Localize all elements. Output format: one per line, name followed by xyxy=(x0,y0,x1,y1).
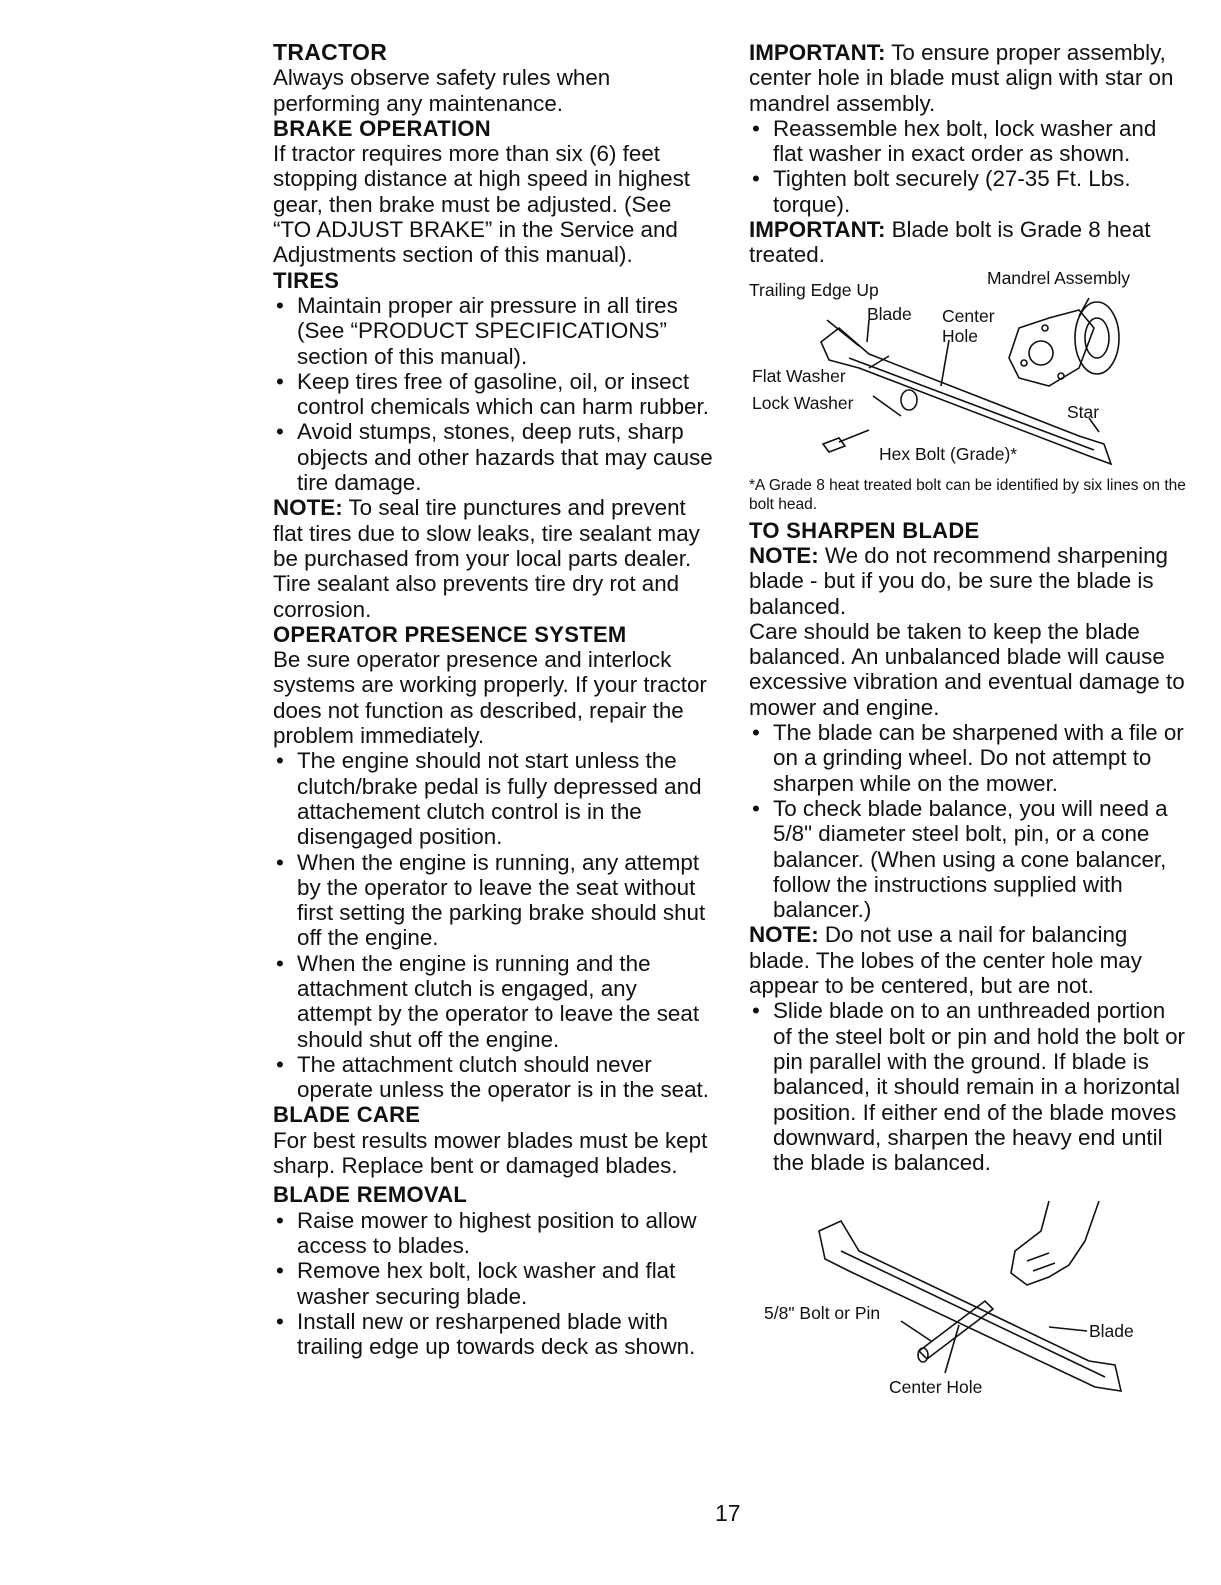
important-label: IMPORTANT: xyxy=(749,40,886,65)
page-number: 17 xyxy=(715,1500,741,1526)
important-label: IMPORTANT: xyxy=(749,217,886,243)
brake-text: If tractor requires more than six (6) feet stopping distance at high speed in highest gear, then brake must be adjusted. (See “TO ADJUST BRAKE” in the Service and Adjustments section of this manual). xyxy=(273,141,691,268)
list-item: • When the engine is running and the attachment clutch is engaged, any attempt by the operator to leave the seat should shut off the engine. xyxy=(273,951,713,1052)
blade-edge-line xyxy=(849,358,1094,450)
note-label: NOTE: xyxy=(749,542,819,568)
hex-bolt-shape xyxy=(823,430,869,452)
important-text: To ensure proper assembly, center hole in blade must align with star on mandrel assembly. xyxy=(749,40,1174,116)
balancing-figure xyxy=(749,1181,1189,1411)
note-label: NOTE: xyxy=(749,922,819,948)
grade-footnote: *A Grade 8 heat treated bolt can be identified by six lines on the bolt head. xyxy=(749,476,1186,513)
label-blade: Blade xyxy=(867,303,912,324)
tires-heading: TIRES xyxy=(273,267,340,293)
care-text: Care should be taken to keep the blade balanced. An unbalanced blade will cause excessive vibration and eventual damage to mower and engine. xyxy=(749,618,1185,720)
mandrel-pulley-inner xyxy=(1085,318,1109,358)
label-bolt-or-pin: 5/8" Bolt or Pin xyxy=(764,1303,881,1324)
blade-care-heading: BLADE CARE xyxy=(273,1102,421,1128)
sharpen-note xyxy=(749,543,1189,619)
nail-note xyxy=(749,922,1189,998)
list-item: • The blade can be sharpened with a file or on a grinding wheel. Do not attempt to sharpen while on the mower. xyxy=(749,720,1189,796)
label-mandrel-assembly: Mandrel Assembly xyxy=(987,267,1130,288)
list-item: • The engine should not start unless the clutch/brake pedal is fully depressed and attachement clutch control is in the disengaged position. xyxy=(273,748,713,849)
brake-heading: BRAKE OPERATION xyxy=(273,115,491,141)
assembly-list xyxy=(749,116,1189,217)
tractor-text: Always observe safety rules when performing any maintenance. xyxy=(273,65,611,116)
blade-removal-heading: BLADE REMOVAL xyxy=(273,1182,468,1208)
blade-care-text: For best results mower blades must be kept sharp. Replace bent or damaged blades. xyxy=(273,1127,708,1179)
tires-note xyxy=(273,495,713,621)
mandrel-hub xyxy=(1029,341,1053,365)
label-trailing-edge-up: Trailing Edge Up xyxy=(749,279,879,300)
important-1 xyxy=(749,40,1189,116)
label-flat-washer: Flat Washer xyxy=(752,365,846,386)
note-text: We do not recommend sharpening blade - but if you do, be sure the blade is balanced. xyxy=(749,542,1168,619)
label-center-hole: Center Hole xyxy=(889,1377,983,1398)
list-item: • The attachment clutch should never operate unless the operator is in the seat. xyxy=(273,1052,713,1103)
list-item: • Remove hex bolt, lock washer and flat washer securing blade. xyxy=(273,1258,713,1309)
list-item: • Slide blade on to an unthreaded portion of the steel bolt or pin and hold the bolt or pin parallel with the ground. If blade is balanced, it should remain in a horizontal position. If either end of the blade moves downward, sharpen the heavy end until the blade is balanced. xyxy=(749,998,1189,1175)
ops-list xyxy=(273,748,713,1102)
ops-text: Be sure operator presence and interlock systems are working properly. If your tractor does not function as described, repair the problem immediately. xyxy=(273,647,707,749)
label-hole: Hole xyxy=(942,325,978,346)
list-item: • Install new or resharpened blade with trailing edge up towards deck as shown. xyxy=(273,1309,713,1360)
note-label: NOTE: xyxy=(273,495,343,521)
label-star: Star xyxy=(1067,401,1100,422)
blade-removal-list xyxy=(273,1208,713,1360)
list-item: • Keep tires free of gasoline, oil, or insect control chemicals which can harm rubber. xyxy=(273,369,713,420)
list-item: • Maintain proper air pressure in all tires (See “PRODUCT SPECIFICATIONS” section of this manual). xyxy=(273,293,713,369)
sharpen-list xyxy=(749,720,1189,922)
tires-list xyxy=(273,293,713,495)
list-item: • When the engine is running, any attempt by the operator to leave the seat without first setting the parking brake should shut off the engine. xyxy=(273,850,713,951)
sharpen-heading: TO SHARPEN BLADE xyxy=(749,517,980,543)
hand-shape xyxy=(1011,1201,1099,1285)
lock-washer-shape xyxy=(901,390,917,410)
slide-list xyxy=(749,998,1189,1175)
list-item: • Raise mower to highest position to allow access to blades. xyxy=(273,1208,713,1259)
list-item: • Avoid stumps, stones, deep ruts, sharp objects and other hazards that may cause tire damage. xyxy=(273,419,713,495)
right-column xyxy=(749,40,1189,1411)
list-item: • Reassemble hex bolt, lock washer and flat washer in exact order as shown. xyxy=(749,116,1189,167)
left-column xyxy=(273,40,713,1359)
note-text: To seal tire punctures and prevent flat tires due to slow leaks, tire sealant may be purchased from your local parts dealer. Tire sealant also prevents tire dry rot and corrosion. xyxy=(273,495,700,622)
important-2 xyxy=(749,217,1189,268)
label-center: Center xyxy=(942,305,995,326)
list-item: • To check blade balance, you will need a 5/8" diameter steel bolt, pin, or a cone balancer. (When using a cone balancer, follow the instructions supplied with balancer.) xyxy=(749,796,1189,922)
tractor-heading: TRACTOR xyxy=(273,39,388,65)
blade-assembly-figure xyxy=(749,268,1189,476)
label-balance-blade: Blade xyxy=(1089,1321,1134,1342)
label-lock-washer: Lock Washer xyxy=(752,392,854,413)
label-hex-bolt: Hex Bolt (Grade)* xyxy=(879,443,1018,464)
note-text: Do not use a nail for balancing blade. The lobes of the center hole may appear to be centered, but are not. xyxy=(749,922,1142,999)
ops-heading: OPERATOR PRESENCE SYSTEM xyxy=(273,621,627,647)
important-text: Blade bolt is Grade 8 heat treated. xyxy=(749,217,1151,268)
list-item: • Tighten bolt securely (27-35 Ft. Lbs. torque). xyxy=(749,166,1189,217)
